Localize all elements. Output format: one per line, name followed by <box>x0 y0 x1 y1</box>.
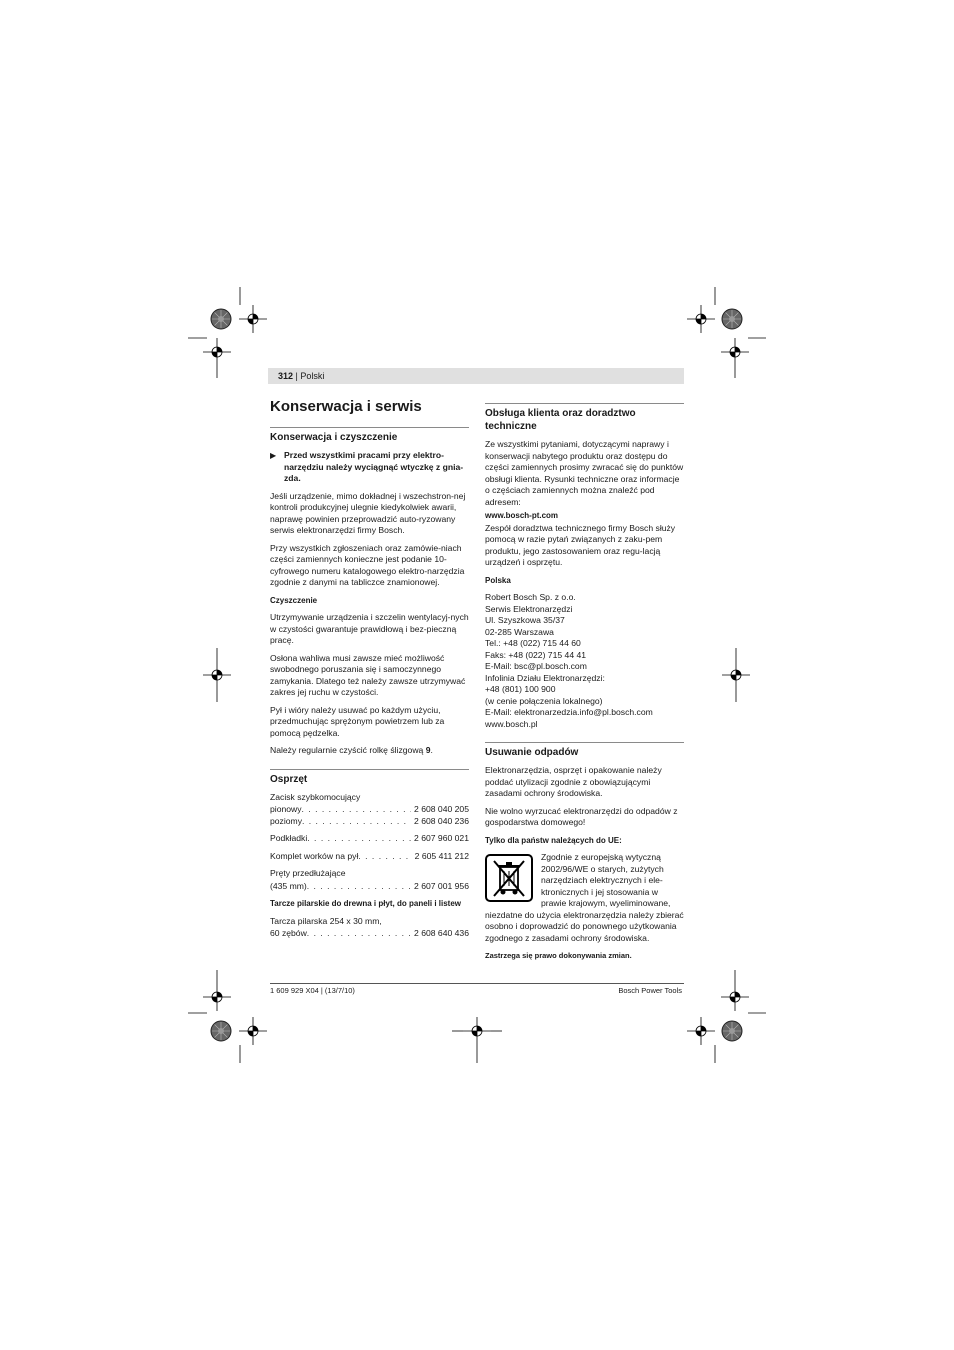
address-line: E-Mail: elektronarzedzia.info@pl.bosch.com <box>485 707 653 717</box>
accessory-label: pionowy <box>270 804 302 814</box>
paragraph: Przy wszystkich zgłoszeniach oraz zamówie-niach części zamiennych konieczne jest podanie 10-cyfrowego numeru katalogowego elektro-narzędzia zgodnie z danymi na tabliczce znamionowej. <box>270 542 465 587</box>
website-link[interactable]: www.bosch-pt.com <box>485 511 559 520</box>
accessory-label: (435 mm) <box>270 880 307 891</box>
accessory-group-title: Tarcza pilarska 254 x 30 mm, <box>270 915 382 926</box>
registration-mark-icon <box>239 1017 267 1045</box>
registration-disc-icon <box>722 309 742 329</box>
registration-mark-icon <box>687 305 715 333</box>
country-heading: Polska <box>485 575 511 585</box>
warning-item <box>270 450 469 485</box>
address-line: Serwis Elektronarzędzi <box>485 603 573 614</box>
accessory-group-title: Zacisk szybkomocujący <box>270 791 361 802</box>
address-line: Ul. Szyszkowa 35/37 <box>485 615 565 625</box>
address-line: www.bosch.pl <box>485 718 538 729</box>
accessory-label: Podkładki <box>270 833 308 843</box>
registration-mark-icon <box>203 983 231 1011</box>
accessory-group-title: Pręty przedłużające <box>270 868 346 878</box>
part-number-ref: 9 <box>425 745 431 755</box>
registration-mark-icon <box>203 661 231 689</box>
registration-mark-icon <box>721 338 749 366</box>
crossed-out-wheelie-bin-icon <box>485 854 533 902</box>
paragraph-end: . <box>430 745 433 755</box>
eu-disposal-block <box>485 852 684 944</box>
registration-mark-icon <box>239 305 267 333</box>
paragraph: Elektronarzędzia, osprzęt i opakowanie należy poddać utylizacji zgodnie z obowiązującymi zasadami ochrony środowiska. <box>485 765 662 798</box>
paragraph: Jeśli urządzenie, mimo dokładnej i wszechstron-nej kontroli produkcyjnej ulegnie kiedykolwiek awarii, naprawę powinien przeprowadzić auto-ryzowany serwis elektronarzędzi firmy Bosch. <box>270 490 466 535</box>
paragraph: Pył i wióry należy usuwać po każdym użyciu, przedmuchując sprężonym powietrzem lub za pomocą pędzelka. <box>270 704 445 738</box>
accessory-label: Komplet worków na pył <box>270 850 359 861</box>
accessory-label: 60 zębów <box>270 928 307 938</box>
subheading-cleaning: Czyszczenie <box>270 595 318 605</box>
address-line: 02-285 Warszawa <box>485 626 554 637</box>
address-line: +48 (801) 100 900 <box>485 684 556 694</box>
address-block <box>485 592 684 730</box>
page-header <box>268 368 684 384</box>
section-heading-disposal: Usuwanie odpadów <box>485 742 684 759</box>
paragraph: Nie wolno wyrzucać elektronarzędzi do odpadów z gospodarstwa domowego! <box>485 805 678 827</box>
accessory-row <box>270 833 469 845</box>
address-line: Infolinia Działu Elektronarzędzi: <box>485 672 605 683</box>
warning-text: Przed wszystkimi pracami przy elektro-narzędziu należy wyciągnąć wtyczkę z gnia-zda. <box>284 450 464 483</box>
accessory-number: 2 605 411 212 <box>414 850 469 861</box>
registration-mark-icon <box>203 338 231 366</box>
header-language: Polski <box>300 371 325 381</box>
registration-disc-icon <box>722 1021 742 1041</box>
accessory-label: poziomy <box>270 815 302 826</box>
address-line: (w cenie połączenia lokalnego) <box>485 695 603 706</box>
header-separator: | <box>293 371 301 381</box>
eu-disposal-text: Zgodnie z europejską wytyczną 2002/96/WE o starych, zużytych narzędziach elektrycznych i ele-ktronicznych i jej stosowania w prawie krajowym, wyeliminowane, niezdatne do użycia elektronarzędzia należy zbierać osobno i doprowadzić do ponownego użytkowania zgodnego z zasadami ochrony środowiska. <box>485 852 684 943</box>
address-line: Faks: +48 (022) 715 44 41 <box>485 649 587 660</box>
subheading-eu: Tylko dla państw należących do UE: <box>485 835 622 845</box>
accessory-number: 2 607 960 021 <box>414 833 469 843</box>
accessory-number: 2 608 040 236 <box>414 815 469 826</box>
rights-reserved-note: Zastrzega się prawo dokonywania zmian. <box>485 951 632 960</box>
section-heading-maintenance: Konserwacja i czyszczenie <box>270 427 469 444</box>
paragraph: Ze wszystkimi pytaniami, dotyczącymi naprawy i konserwacji nabytego produktu oraz dostępu do części zamiennych prosimy zwracać się do punktów obsługi klienta. Rysunki techniczne oraz informacje o częściach zamiennych można znaleźć pod adresem: <box>485 439 684 507</box>
accessory-row <box>270 851 469 863</box>
registration-mark-icon <box>463 1017 491 1045</box>
registration-disc-icon <box>211 309 231 329</box>
registration-mark-icon <box>722 661 750 689</box>
address-line: Robert Bosch Sp. z o.o. <box>485 592 576 602</box>
accessory-number: 2 608 640 436 <box>414 928 469 938</box>
left-column <box>270 398 469 940</box>
paragraph-text: Należy regularnie czyścić rolkę ślizgową <box>270 745 426 755</box>
accessory-number: 2 608 040 205 <box>414 804 469 814</box>
paragraph: Zespół doradztwa technicznego firmy Bosch służy pomocą w razie pytań związanych z zaku-pem produktu, jego zastosowaniem oraz regu-lacją urządzeń i osprzętu. <box>485 522 676 567</box>
address-line: Tel.: +48 (022) 715 44 60 <box>485 638 581 648</box>
triangle-bullet-icon: ▶ <box>270 451 277 460</box>
accessory-row <box>270 816 469 828</box>
accessory-row <box>270 928 469 940</box>
page-title: Konserwacja i serwis <box>270 398 422 415</box>
registration-mark-icon <box>721 983 749 1011</box>
registration-mark-icon <box>687 1017 715 1045</box>
footer-doc-id: 1 609 929 X04 | (13/7/10) <box>270 986 355 995</box>
paragraph: Utrzymywanie urządzenia i szczelin wentylacyj-nych w czystości gwarantuje prawidłową i bez-pieczną pracę. <box>270 612 469 645</box>
section-heading-accessories: Osprzęt <box>270 769 469 786</box>
paragraph: Osłona wahliwa musi zawsze mieć możliwość swobodnego poruszania się i samoczynnego zamykania. Dlatego też należy zawsze utrzymywać zakres jej ruchu w czystości. <box>270 652 466 697</box>
subheading-saw-blades: Tarcze pilarskie do drewna i płyt, do paneli i listew <box>270 899 462 908</box>
paragraph <box>270 745 469 757</box>
page-number: 312 <box>278 371 294 381</box>
registration-disc-icon <box>211 1021 231 1041</box>
address-line: E-Mail: bsc@pl.bosch.com <box>485 661 587 671</box>
right-column <box>485 403 684 968</box>
section-heading-customer-service: Obsługa klienta oraz doradztwo techniczne <box>485 403 684 433</box>
page-footer <box>270 983 684 995</box>
footer-brand: Bosch Power Tools <box>618 986 682 995</box>
accessory-number: 2 607 001 956 <box>414 880 469 891</box>
accessory-row <box>270 881 469 893</box>
accessory-row <box>270 804 469 816</box>
